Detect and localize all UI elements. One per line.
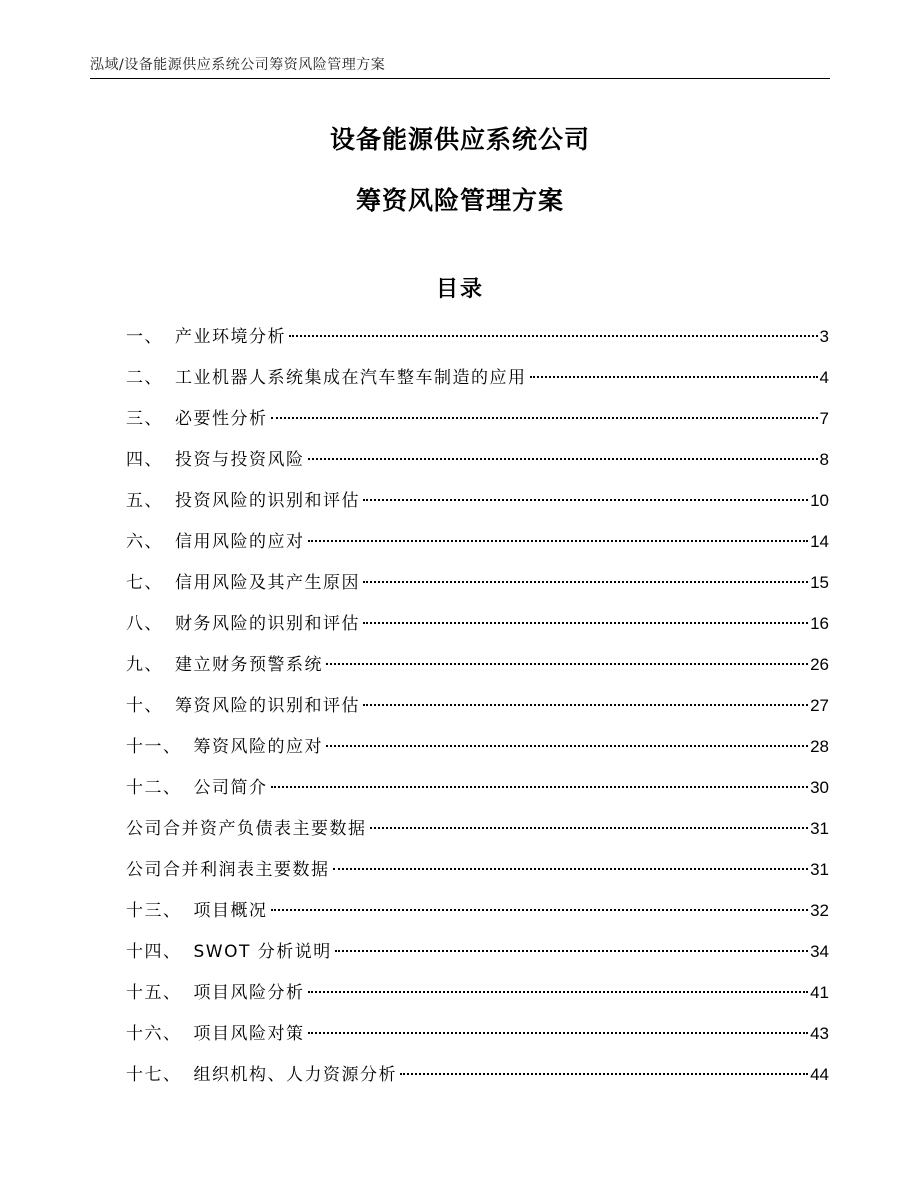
toc-entry-page-number[interactable]: 14 [810,532,829,551]
toc-entry-label[interactable]: 公司合并资产负债表主要数据 [126,819,367,839]
running-header: 泓域/设备能源供应系统公司筹资风险管理方案 [90,57,386,73]
toc-entry-page-number[interactable]: 26 [810,655,829,674]
toc-dot-leader [400,1073,808,1075]
toc-dot-leader [530,376,818,378]
document-title-line1: 设备能源供应系统公司 [329,125,590,154]
toc-entry-number: 十七、 [126,1065,182,1085]
toc-entry[interactable] [126,1061,829,1102]
toc-dot-leader [363,704,808,706]
toc-dot-leader [271,417,818,419]
toc-entry-number: 五、 [126,491,163,511]
toc-entry-page-number[interactable]: 31 [810,860,829,879]
toc-entry[interactable] [126,815,829,856]
toc-entry-page-number[interactable]: 44 [810,1065,829,1084]
toc-entry-page-number[interactable]: 16 [810,614,829,633]
toc-dot-leader [308,1032,809,1034]
toc-dot-leader [335,950,808,952]
toc-entry-label[interactable]: 工业机器人系统集成在汽车整车制造的应用 [175,368,527,388]
toc-entry-number: 八、 [126,614,163,634]
toc-entry-label[interactable]: 信用风险的应对 [175,532,305,552]
toc-entry[interactable] [126,610,829,651]
toc-dot-leader [308,991,809,993]
toc-entry[interactable] [126,323,829,364]
toc-entry-number: 七、 [126,573,163,593]
toc-entry-page-number[interactable]: 27 [810,696,829,715]
toc-entry-number: 十、 [126,696,163,716]
toc-entry[interactable] [126,405,829,446]
toc-entry-label[interactable]: 筹资风险的应对 [193,737,323,757]
toc-entry-number: 十四、 [126,942,182,962]
table-of-contents [126,323,829,1102]
toc-dot-leader [308,540,809,542]
toc-entry-number: 十六、 [126,1024,182,1044]
toc-entry[interactable] [126,733,829,774]
toc-entry-label[interactable]: 信用风险及其产生原因 [175,573,360,593]
toc-entry-number: 四、 [126,450,163,470]
toc-entry-label[interactable]: 产业环境分析 [175,327,286,347]
toc-entry[interactable] [126,446,829,487]
toc-dot-leader [289,335,818,337]
toc-dot-leader [333,868,809,870]
toc-entry-page-number[interactable]: 10 [810,491,829,510]
toc-entry[interactable] [126,528,829,569]
toc-entry-page-number[interactable]: 4 [819,368,829,387]
toc-entry-label[interactable]: 筹资风险的识别和评估 [175,696,360,716]
toc-entry-page-number[interactable]: 15 [810,573,829,592]
toc-dot-leader [363,622,808,624]
toc-entry[interactable] [126,856,829,897]
toc-entry[interactable] [126,774,829,815]
header-divider [90,78,830,79]
toc-entry-number: 一、 [126,327,163,347]
toc-entry-label[interactable]: 项目概况 [193,901,268,921]
toc-entry-page-number[interactable]: 41 [810,983,829,1002]
toc-entry[interactable] [126,897,829,938]
toc-dot-leader [363,499,808,501]
toc-entry-number: 十二、 [126,778,182,798]
toc-entry[interactable] [126,1020,829,1061]
toc-entry-label[interactable]: 公司简介 [193,778,268,798]
toc-entry-label[interactable]: 建立财务预警系统 [175,655,323,675]
toc-entry-number: 二、 [126,368,163,388]
toc-entry-label[interactable]: 投资风险的识别和评估 [175,491,360,511]
toc-entry-label[interactable]: 必要性分析 [175,409,268,429]
toc-entry[interactable] [126,364,829,405]
toc-entry-number: 三、 [126,409,163,429]
toc-entry-label[interactable]: 项目风险对策 [193,1024,305,1044]
toc-entry-number: 十五、 [126,983,182,1003]
toc-dot-leader [326,745,808,747]
toc-dot-leader [271,909,809,911]
toc-dot-leader [363,581,808,583]
toc-entry-page-number[interactable]: 34 [810,942,829,961]
toc-entry-page-number[interactable]: 3 [819,327,829,346]
toc-dot-leader [326,663,808,665]
toc-entry-number: 九、 [126,655,163,675]
toc-dot-leader [271,786,809,788]
toc-entry[interactable] [126,938,829,979]
toc-entry-number: 六、 [126,532,163,552]
toc-entry-label[interactable]: 组织机构、人力资源分析 [193,1065,397,1085]
toc-entry-page-number[interactable]: 43 [810,1024,829,1043]
toc-dot-leader [308,458,818,460]
toc-entry[interactable] [126,651,829,692]
toc-entry-number: 十一、 [126,737,182,757]
toc-entry-label[interactable]: 项目风险分析 [193,983,305,1003]
toc-entry-label[interactable]: 财务风险的识别和评估 [175,614,360,634]
toc-entry-label[interactable]: 公司合并利润表主要数据 [126,860,330,880]
toc-entry-page-number[interactable]: 28 [810,737,829,756]
toc-entry-page-number[interactable]: 32 [810,901,829,920]
toc-entry-page-number[interactable]: 7 [819,409,829,428]
toc-entry[interactable] [126,979,829,1020]
toc-entry-number: 十三、 [126,901,182,921]
document-title-line2: 筹资风险管理方案 [355,186,564,215]
toc-entry[interactable] [126,692,829,733]
toc-entry-page-number[interactable]: 31 [810,819,829,838]
toc-entry-label[interactable]: 投资与投资风险 [175,450,305,470]
toc-dot-leader [370,827,809,829]
toc-entry[interactable] [126,487,829,528]
toc-entry-label[interactable]: SWOT 分析说明 [193,942,332,962]
toc-entry-page-number[interactable]: 30 [810,778,829,797]
toc-heading: 目录 [435,277,484,302]
toc-entry-page-number[interactable]: 8 [819,450,829,469]
toc-entry[interactable] [126,569,829,610]
